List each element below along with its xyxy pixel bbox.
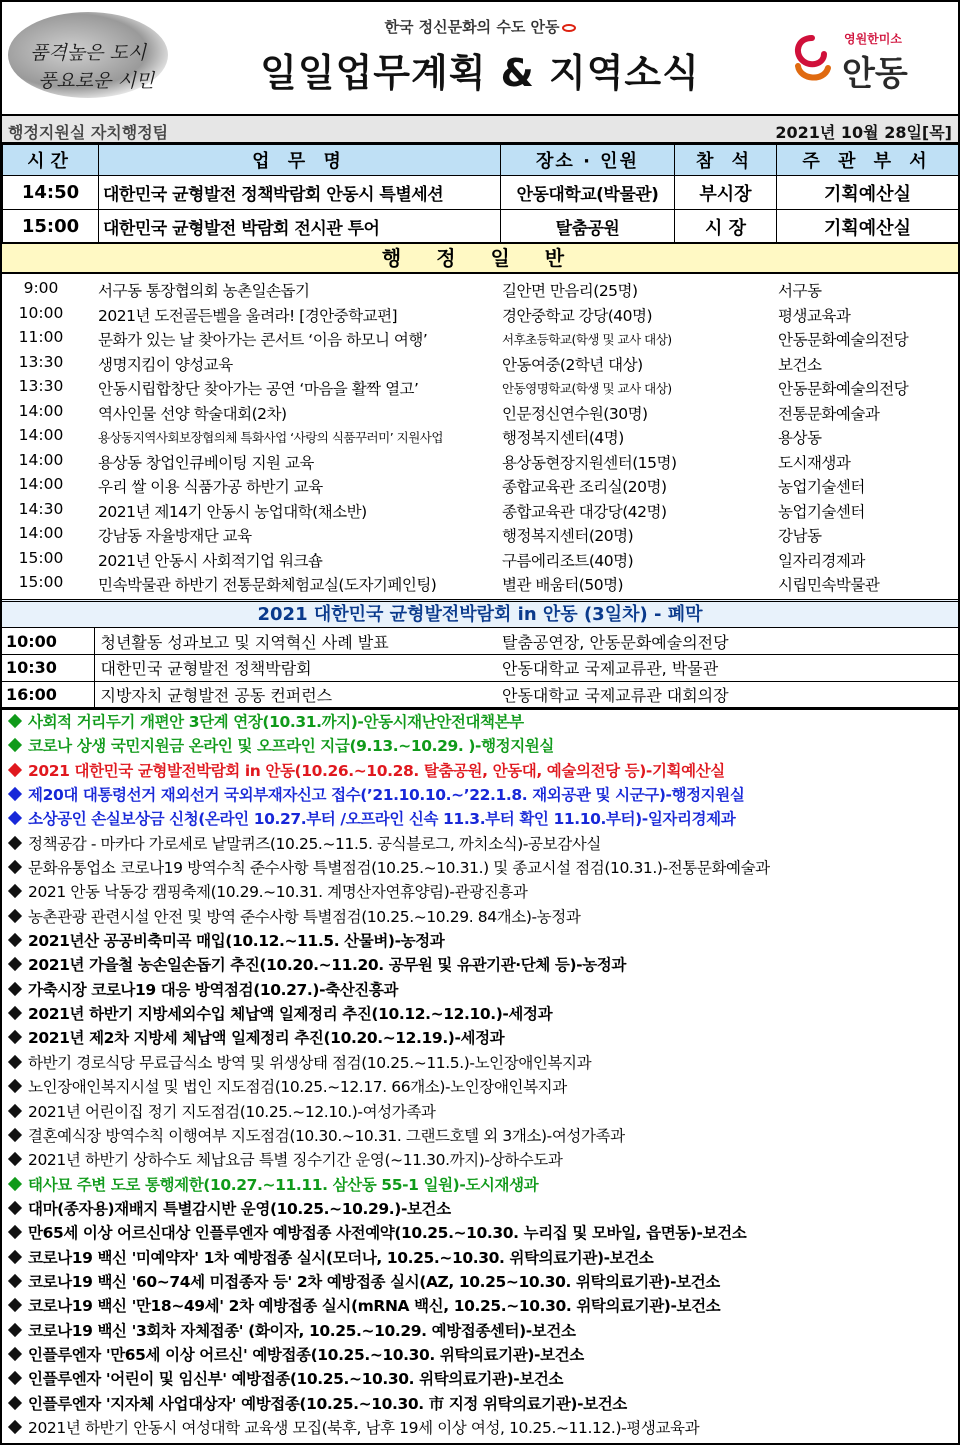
diamond-bullet-icon (8, 1347, 22, 1361)
diamond-bullet-icon (8, 1323, 22, 1337)
diamond-bullet-icon (8, 738, 22, 752)
table-header-row (3, 145, 959, 176)
diamond-bullet-icon (8, 811, 22, 825)
admin-dept: 안동문화예술의전당 (778, 331, 909, 349)
diamond-bullet-icon (8, 763, 22, 777)
admin-dept: 일자리경제과 (778, 551, 865, 570)
admin-task: 우리 쌀 이용 식품가공 하반기 교육 (98, 478, 323, 496)
admin-place: 안동여중(2학년 대상) (502, 355, 643, 374)
admin-task: 안동시립합창단 찾아가는 공연 ‘마음을 활짝 열고’ (98, 380, 419, 398)
department-name: 행정지원실 자치행정팀 (8, 123, 169, 142)
notice-text: 2021년 하반기 상하수도 체납요금 특별 징수기간 운영(~11.30.까지)-상하수도과 (28, 1151, 563, 1170)
diamond-bullet-icon (8, 1225, 22, 1239)
notice-text: 2021년 하반기 안동시 여성대학 교육생 모집(북후, 남후 19세 이상 여성, 10.25.~11.12.)-평생교육과 (28, 1418, 700, 1437)
admin-time: 14:00 (18, 426, 64, 444)
notice-text: 코로나19 백신 '60~74세 미접종자 등' 2차 예방접종 실시(AZ, 10.25~10.30. 위탁의료기관)-보건소 (28, 1272, 720, 1291)
header-attend: 참 석 (675, 145, 777, 176)
admin-dept: 농업기술센터 (778, 502, 865, 521)
notice-text: 농촌관광 관련시설 안전 및 방역 준수사항 특별점검(10.25.~10.29. 84개소)-농정과 (28, 907, 581, 926)
report-date: 2021년 10월 28일[목] (775, 123, 952, 142)
admin-place: 종합교육관 대강당(42명) (502, 502, 667, 521)
diamond-bullet-icon (8, 1249, 22, 1263)
admin-task: 용상동 창업인큐베이팅 지원 교육 (98, 453, 314, 472)
admin-time: 14:00 (18, 450, 64, 469)
list-item (2, 399, 958, 424)
admin-task: 2021년 도전골든벨을 울려라! [경안중학교편] (98, 306, 398, 325)
admin-task: 2021년 안동시 사회적기업 워크숍 (98, 551, 323, 570)
notice-text: 코로나19 백신 '미예약자' 1차 예방접종 실시(모더나, 10.25.~10.30. 위탁의료기관)-보건소 (28, 1248, 654, 1267)
notice-item (2, 1026, 958, 1050)
expo-place: 안동대학교 국제교류관 대회의장 (496, 681, 958, 708)
admin-place: 종합교육관 조리실(20명) (502, 478, 667, 496)
list-item (2, 276, 958, 301)
notice-item (2, 710, 958, 734)
notice-text: 결혼예식장 방역수칙 이행여부 지도점검(10.30.~10.31. 그랜드호텔 외 3개소)-여성가족과 (28, 1126, 625, 1145)
list-item (2, 423, 958, 448)
diamond-bullet-icon (8, 1298, 22, 1312)
notice-item (2, 1294, 958, 1318)
header-task: 업 무 명 (99, 145, 501, 176)
diamond-bullet-icon (8, 1371, 22, 1385)
row-place: 안동대학교(박물관) (501, 176, 675, 210)
logo-city-name: 안동 (842, 54, 908, 94)
admin-dept: 보건소 (778, 355, 822, 374)
list-item (2, 472, 958, 497)
admin-task: 민속박물관 하반기 전통문화체험교실(도자기페인팅) (98, 576, 437, 594)
diamond-bullet-icon (8, 787, 22, 801)
admin-place: 행정복지센터(4명) (502, 429, 624, 447)
smile-eye-icon (562, 24, 576, 32)
admin-dept: 도시재생과 (778, 453, 851, 472)
notice-item (2, 1124, 958, 1148)
notice-text: 2021년산 공공비축미곡 매입(10.12.~11.5. 산물벼)-농정과 (28, 932, 445, 951)
admin-task: 문화가 있는 날 찾아가는 콘서트 ‘이음 하모니 여행’ (98, 331, 428, 349)
admin-place: 구름에리조트(40명) (502, 551, 634, 570)
admin-task: 생명지킴이 양성교육 (98, 355, 233, 374)
diamond-bullet-icon (8, 1274, 22, 1288)
admin-time: 14:00 (18, 401, 64, 420)
expo-task: 청년활동 성과보고 및 지역혁신 사례 발표 (94, 628, 496, 655)
diamond-bullet-icon (8, 1152, 22, 1166)
notice-item (2, 1319, 958, 1343)
diamond-bullet-icon (8, 714, 22, 728)
diamond-bullet-icon (8, 1055, 22, 1069)
diamond-bullet-icon (8, 957, 22, 971)
logo-slogan: 영원한미소 (844, 32, 902, 46)
admin-task: 서구동 통장협의회 농촌일손돕기 (98, 282, 310, 300)
list-item (2, 546, 958, 571)
notice-text: 2021 대한민국 균형발전박람회 in 안동(10.26.~10.28. 탈춤공원, 안동대, 예술의전당 등)-기획예산실 (28, 761, 725, 780)
diamond-bullet-icon (8, 884, 22, 898)
notice-text: 문화유통업소 코로나19 방역수칙 준수사항 특별점검(10.25.~10.31.) 및 종교시설 점검(10.31.)-전통문화예술과 (28, 859, 770, 878)
notice-list (2, 708, 958, 1440)
diamond-bullet-icon (8, 1420, 22, 1434)
table-row (2, 628, 958, 655)
admin-task: 용상동지역사회보장협의체 특화사업 ‘사랑의 식품꾸러미’ 지원사업 (98, 430, 443, 445)
notice-item (2, 1197, 958, 1221)
notice-text: 소상공인 손실보상금 신청(온라인 10.27.부터 /오프라인 신속 11.3.부터 확인 11.10.부터)-일자리경제과 (28, 810, 736, 829)
diamond-bullet-icon (8, 909, 22, 923)
notice-item (2, 880, 958, 904)
list-item (2, 521, 958, 546)
admin-place: 안동영명학교(학생 및 교사 대상) (502, 381, 672, 396)
row-attend: 시 장 (675, 210, 777, 244)
andong-logo (790, 24, 940, 94)
expo-time: 10:00 (2, 628, 94, 655)
notice-text: 태사묘 주변 도로 통행제한(10.27.~11.11. 삼산동 55-1 일원)-도시재생과 (28, 1175, 539, 1194)
notice-item (2, 1075, 958, 1099)
executive-schedule-table (2, 144, 959, 244)
expo-place: 안동대학교 국제교류관, 박물관 (496, 655, 958, 682)
admin-place: 서후초등학교(학생 및 교사 대상) (502, 332, 672, 347)
list-item (2, 448, 958, 473)
notice-text: 2021 안동 낙동강 캠핑축제(10.29.~10.31. 계명산자연휴양림)-관광진흥과 (28, 883, 528, 902)
list-item (2, 497, 958, 522)
notice-item (2, 1221, 958, 1245)
notice-text: 정책공감 - 마카다 가로세로 낱말퀴즈(10.25.~11.5. 공식블로그, 까치소식)-공보감사실 (28, 834, 601, 853)
admin-time: 11:00 (18, 328, 64, 346)
slogan-line-1: 품격높은 도시 (30, 42, 147, 64)
header-time: 시간 (3, 145, 99, 176)
expo-schedule-table (2, 628, 958, 708)
notice-item (2, 953, 958, 977)
row-place: 탈춤공원 (501, 210, 675, 244)
notice-item (2, 1343, 958, 1367)
admin-section-title: 행 정 일 반 (2, 242, 958, 274)
header (2, 2, 958, 114)
notice-text: 만65세 이상 어르신대상 인플루엔자 예방접종 사전예약(10.25.~10.30. 누리집 및 모바일, 읍면동)-보건소 (28, 1224, 747, 1243)
diamond-bullet-icon (8, 933, 22, 947)
diamond-bullet-icon (8, 836, 22, 850)
admin-time: 13:30 (18, 352, 64, 371)
notice-item (2, 1002, 958, 1026)
diamond-bullet-icon (8, 1103, 22, 1117)
slogan-line-2: 풍요로운 시민 (38, 70, 155, 92)
diamond-bullet-icon (8, 982, 22, 996)
notice-text: 2021년 하반기 지방세외수입 체납액 일제정리 추진(10.12.~12.10.)-세정과 (28, 1005, 553, 1024)
expo-place: 탈춤공연장, 안동문화예술의전당 (496, 628, 958, 655)
notice-text: 2021년 제2차 지방세 체납액 일제정리 추진(10.20.~12.19.)-세정과 (28, 1029, 505, 1048)
admin-place: 인문정신연수원(30명) (502, 404, 648, 423)
notice-item (2, 759, 958, 783)
notice-text: 인플루엔자 '어린이 및 임신부' 예방접종(10.25.~10.30. 위탁의료기관)-보건소 (28, 1370, 564, 1389)
row-time: 14:50 (3, 176, 99, 210)
admin-task: 강남동 자율방재단 교육 (98, 527, 252, 545)
row-task: 대한민국 균형발전 정책박람회 안동시 특별세션 (99, 176, 501, 210)
admin-task: 역사인물 선양 학술대회(2차) (98, 404, 287, 423)
diamond-bullet-icon (8, 1176, 22, 1190)
table-row (2, 655, 958, 682)
subtitle: 한국 정신문화의 수도 안동 (2, 16, 958, 37)
diamond-bullet-icon (8, 1030, 22, 1044)
admin-time: 15:00 (18, 573, 64, 591)
notice-text: 코로나 상생 국민지원금 온라인 및 오프라인 지급(9.13.~10.29. )-행정지원실 (28, 737, 554, 756)
expo-section-title: 2021 대한민국 균형발전박람회 in 안동 (3일차) - 폐막 (2, 599, 958, 628)
notice-text: 2021년 가을철 농손일손돕기 추진(10.20.~11.20. 공무원 및 유관기관·단체 등)-농정과 (28, 956, 626, 975)
diamond-bullet-icon (8, 1396, 22, 1410)
diamond-bullet-icon (8, 1006, 22, 1020)
notice-item (2, 734, 958, 758)
admin-dept: 서구동 (778, 282, 822, 300)
diamond-bullet-icon (8, 1128, 22, 1142)
row-dept: 기획예산실 (777, 210, 959, 244)
notice-item (2, 1270, 958, 1294)
list-item (2, 570, 958, 595)
notice-item (2, 807, 958, 831)
admin-place: 행정복지센터(20명) (502, 527, 634, 545)
admin-time: 13:30 (18, 377, 64, 395)
notice-text: 대마(종자용)재배지 특별감시반 운영(10.25.~10.29.)-보건소 (28, 1199, 451, 1218)
expo-time: 16:00 (2, 681, 94, 708)
admin-dept: 농업기술센터 (778, 478, 865, 496)
admin-dept: 용상동 (778, 429, 822, 447)
diamond-bullet-icon (8, 1079, 22, 1093)
admin-task: 2021년 제14기 안동시 농업대학(채소반) (98, 502, 367, 521)
table-row (2, 681, 958, 708)
admin-time: 14:30 (18, 499, 64, 518)
notice-item (2, 856, 958, 880)
admin-time: 14:00 (18, 475, 64, 493)
notice-text: 코로나19 백신 '만18~49세' 2차 예방접종 실시(mRNA 백신, 10.25.~10.30. 위탁의료기관)-보건소 (28, 1297, 721, 1316)
notice-text: 코로나19 백신 '3회차 자체접종' (화이자, 10.25.~10.29. 예방접종센터)-보건소 (28, 1321, 576, 1340)
admin-time: 15:00 (18, 548, 64, 567)
admin-time: 9:00 (23, 279, 59, 297)
notice-item (2, 1051, 958, 1075)
row-time: 15:00 (3, 210, 99, 244)
notice-item (2, 1392, 958, 1416)
admin-dept: 안동문화예술의전당 (778, 380, 909, 398)
admin-dept: 평생교육과 (778, 306, 851, 325)
list-item (2, 325, 958, 350)
table-row (3, 176, 959, 210)
admin-dept: 전통문화예술과 (778, 404, 880, 423)
header-place: 장소 · 인원 (501, 145, 675, 176)
notice-text: 제20대 대통령선거 재외선거 국외부재자신고 접수(’21.10.10.~’22.1.8. 재외공관 및 시군구)-행정지원실 (28, 786, 745, 805)
notice-text: 노인장애인복지시설 및 법인 지도점검(10.25.~12.17. 66개소)-노인장애인복지과 (28, 1078, 567, 1097)
list-item (2, 301, 958, 326)
andong-smile-logo-icon (790, 34, 834, 86)
notice-item (2, 929, 958, 953)
row-attend: 부시장 (675, 176, 777, 210)
admin-place: 경안중학교 강당(40명) (502, 306, 653, 325)
table-row (3, 210, 959, 244)
diamond-bullet-icon (8, 1201, 22, 1215)
admin-place: 용상동현장지원센터(15명) (502, 453, 677, 472)
notice-item (2, 1148, 958, 1172)
notice-text: 가축시장 코로나19 대응 방역점검(10.27.)-축산진흥과 (28, 980, 398, 999)
expo-task: 대한민국 균형발전 정책박람회 (94, 655, 496, 682)
notice-text: 사회적 거리두기 개편안 3단계 연장(10.31.까지)-안동시재난안전대책본부 (28, 713, 524, 731)
admin-schedule-list (2, 276, 958, 595)
notice-text: 인플루엔자 '지자체 사업대상자' 예방접종(10.25.~10.30. 市 지정 위탁의료기관)-보건소 (28, 1394, 627, 1413)
notice-item (2, 832, 958, 856)
notice-item (2, 905, 958, 929)
admin-dept: 시립민속박물관 (778, 576, 880, 594)
notice-item (2, 978, 958, 1002)
notice-item (2, 1100, 958, 1124)
notice-text: 하반기 경로식당 무료급식소 방역 및 위생상태 점검(10.25.~11.5.)-노인장애인복지과 (28, 1053, 592, 1072)
admin-place: 길안면 만음리(25명) (502, 282, 638, 300)
page-title: 일일업무계획 & 지역소식 (260, 51, 700, 95)
admin-place: 별관 배움터(50명) (502, 576, 624, 594)
notice-text: 2021년 어린이집 정기 지도점검(10.25.~12.10.)-여성가족과 (28, 1102, 436, 1121)
notice-item (2, 1173, 958, 1197)
notice-item (2, 1416, 958, 1440)
notice-item (2, 1246, 958, 1270)
notice-item (2, 783, 958, 807)
notice-text: 인플루엔자 '만65세 이상 어르신' 예방접종(10.25.~10.30. 위탁의료기관)-보건소 (28, 1345, 584, 1364)
admin-time: 10:00 (18, 303, 64, 322)
header-dept: 주 관 부 서 (777, 145, 959, 176)
admin-time: 14:00 (18, 524, 64, 542)
department-bar (2, 114, 958, 144)
row-dept: 기획예산실 (777, 176, 959, 210)
diamond-bullet-icon (8, 860, 22, 874)
expo-task: 지방자치 균형발전 공동 컨퍼런스 (94, 681, 496, 708)
notice-item (2, 1367, 958, 1391)
admin-dept: 강남동 (778, 527, 822, 545)
expo-time: 10:30 (2, 655, 94, 682)
list-item (2, 350, 958, 375)
list-item (2, 374, 958, 399)
row-task: 대한민국 균형발전 박람회 전시관 투어 (99, 210, 501, 244)
